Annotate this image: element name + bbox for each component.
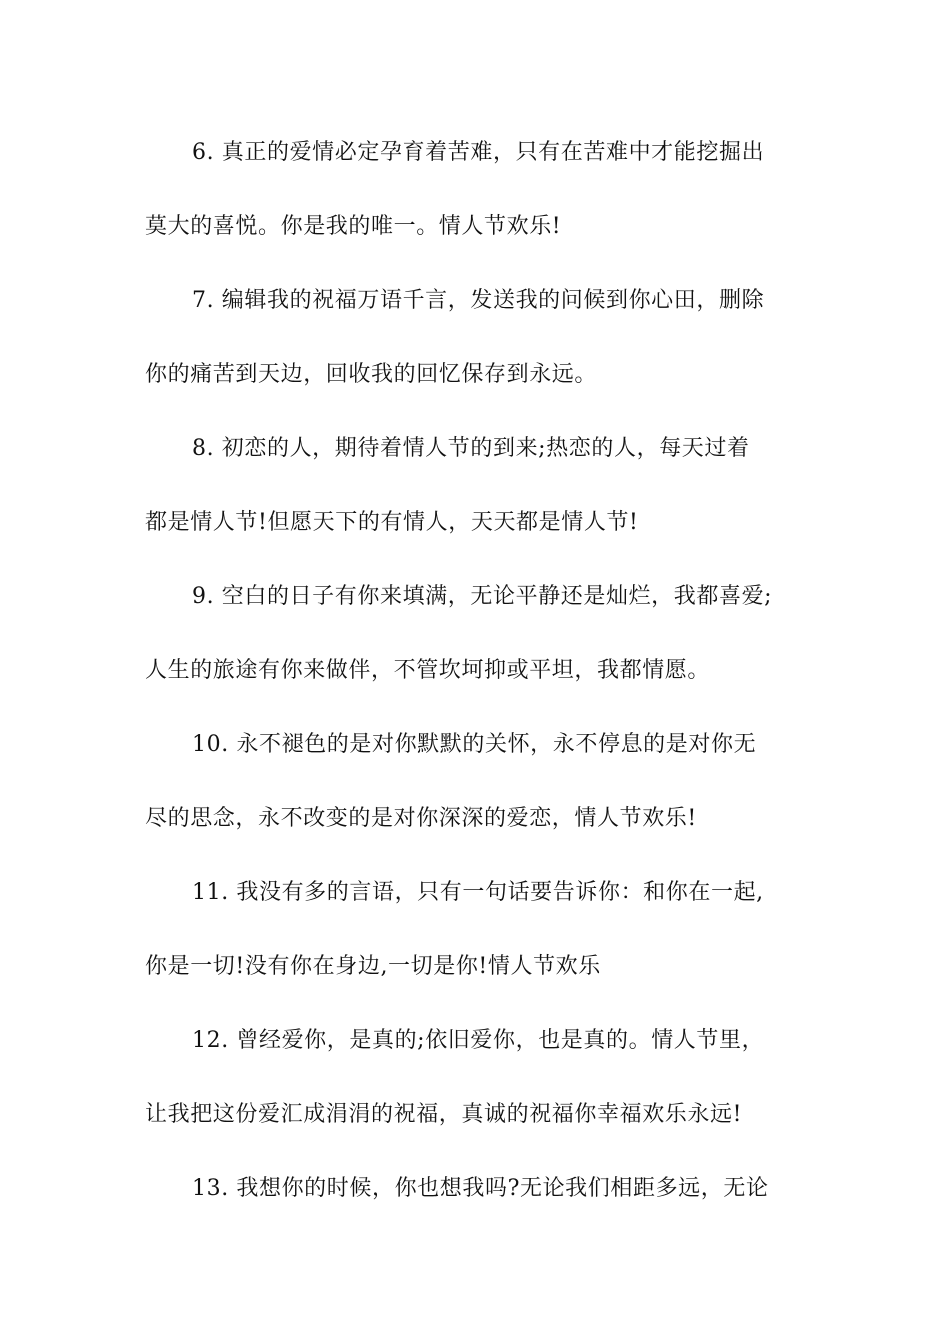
text-line: 尽的思念，永不改变的是对你深深的爱恋，情人节欢乐! — [145, 806, 697, 831]
text-line: 8. 初恋的人，期待着情人节的到来;热恋的人，每天过着 — [192, 436, 750, 461]
text-line: 人生的旅途有你来做伴，不管坎坷抑或平坦，我都情愿。 — [145, 658, 711, 683]
text-line: 10. 永不褪色的是对你默默的关怀，永不停息的是对你无 — [192, 732, 757, 757]
text-line: 6. 真正的爱情必定孕育着苦难，只有在苦难中才能挖掘出 — [192, 140, 765, 165]
text-line: 你的痛苦到天边，回收我的回忆保存到永远。 — [145, 362, 598, 387]
text-line: 11. 我没有多的言语，只有一句话要告诉你：和你在一起, — [192, 880, 764, 905]
text-line: 12. 曾经爱你，是真的;依旧爱你，也是真的。情人节里， — [192, 1028, 765, 1053]
text-line: 让我把这份爱汇成涓涓的祝福，真诚的祝福你幸福欢乐永远! — [145, 1102, 743, 1127]
text-line: 13. 我想你的时候，你也想我吗?无论我们相距多远，无论 — [192, 1176, 769, 1201]
text-line: 莫大的喜悦。你是我的唯一。情人节欢乐! — [145, 214, 562, 239]
text-line: 9. 空白的日子有你来填满，无论平静还是灿烂，我都喜爱; — [192, 584, 773, 609]
text-line: 你是一切!没有你在身边,一切是你!情人节欢乐 — [145, 954, 601, 979]
text-line: 都是情人节!但愿天下的有情人，天天都是情人节! — [145, 510, 639, 535]
text-line: 7. 编辑我的祝福万语千言，发送我的问候到你心田，删除 — [192, 288, 765, 313]
